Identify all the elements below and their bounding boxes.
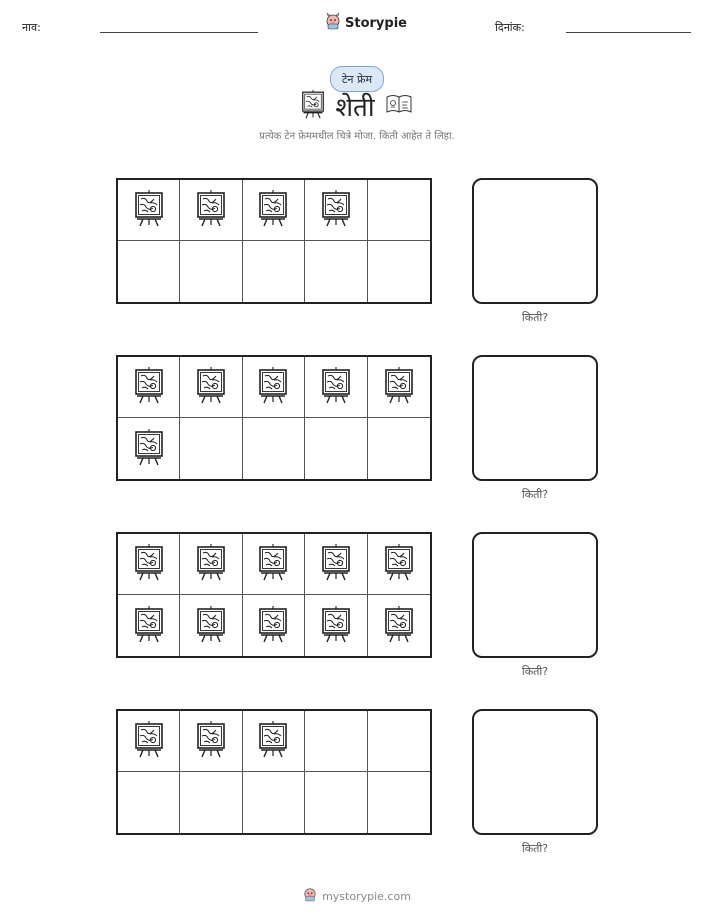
ten-frame-cell bbox=[368, 418, 430, 479]
ten-frame-cell bbox=[243, 772, 305, 833]
ten-frame-cell bbox=[118, 534, 180, 595]
answer-label-4: किती? bbox=[521, 842, 549, 855]
ten-frame-cell bbox=[243, 357, 305, 418]
ten-frame-cell bbox=[368, 534, 430, 595]
name-line[interactable] bbox=[100, 32, 258, 33]
painting-on-easel-icon bbox=[384, 605, 414, 647]
painting-on-easel-icon bbox=[134, 543, 164, 585]
ten-frame-cell bbox=[180, 772, 242, 833]
ten-frame-3 bbox=[116, 532, 432, 658]
date-line[interactable] bbox=[566, 32, 691, 33]
ten-frame-cell bbox=[118, 357, 180, 418]
ten-frame-cell bbox=[305, 772, 367, 833]
ten-frame-cell bbox=[118, 418, 180, 479]
ten-frame-cell bbox=[305, 595, 367, 656]
answer-box-4[interactable] bbox=[472, 709, 598, 835]
ten-frame-cell bbox=[180, 711, 242, 772]
ten-frame-cell bbox=[243, 180, 305, 241]
ten-frame-cell bbox=[180, 180, 242, 241]
title-row bbox=[0, 88, 714, 124]
ten-frame-cell bbox=[180, 534, 242, 595]
painting-on-easel-icon bbox=[258, 366, 288, 408]
ten-frame-cell bbox=[118, 241, 180, 302]
ten-frame-cell bbox=[305, 241, 367, 302]
ten-frame-cell bbox=[118, 711, 180, 772]
ten-frame-cell bbox=[368, 241, 430, 302]
footer-site: mystorypie.com bbox=[322, 889, 411, 903]
ten-frame-cell bbox=[305, 418, 367, 479]
ten-frame-cell bbox=[368, 772, 430, 833]
painting-on-easel-icon bbox=[134, 366, 164, 408]
painting-on-easel-icon bbox=[134, 720, 164, 762]
ten-frame-cell bbox=[305, 711, 367, 772]
ten-frame-cell bbox=[180, 357, 242, 418]
ten-frame-cell bbox=[368, 595, 430, 656]
painting-on-easel-icon bbox=[321, 605, 351, 647]
painting-on-easel-icon bbox=[258, 189, 288, 231]
brand bbox=[325, 12, 407, 34]
painting-on-easel-icon bbox=[321, 543, 351, 585]
painting-on-easel-icon bbox=[258, 605, 288, 647]
painting-on-easel-icon bbox=[258, 543, 288, 585]
ten-frame-cell bbox=[243, 595, 305, 656]
painting-on-easel-icon bbox=[301, 89, 325, 123]
ten-frame-cell bbox=[305, 180, 367, 241]
answer-box-2[interactable] bbox=[472, 355, 598, 481]
painting-on-easel-icon bbox=[134, 428, 164, 470]
ten-frame-cell bbox=[118, 180, 180, 241]
painting-on-easel-icon bbox=[196, 543, 226, 585]
painting-on-easel-icon bbox=[321, 366, 351, 408]
date-label: दिनांक: bbox=[495, 21, 525, 34]
ten-frame-cell bbox=[243, 711, 305, 772]
painting-on-easel-icon bbox=[321, 189, 351, 231]
ten-frame-cell bbox=[368, 180, 430, 241]
painting-on-easel-icon bbox=[196, 720, 226, 762]
ten-frame-cell bbox=[305, 534, 367, 595]
painting-on-easel-icon bbox=[196, 189, 226, 231]
painting-on-easel-icon bbox=[134, 605, 164, 647]
answer-box-3[interactable] bbox=[472, 532, 598, 658]
pig-mascot-icon bbox=[325, 12, 341, 34]
ten-frame-cell bbox=[243, 534, 305, 595]
answer-label-1: किती? bbox=[521, 311, 549, 324]
painting-on-easel-icon bbox=[384, 366, 414, 408]
answer-label-2: किती? bbox=[521, 488, 549, 501]
painting-on-easel-icon bbox=[196, 605, 226, 647]
ten-frame-cell bbox=[118, 595, 180, 656]
painting-on-easel-icon bbox=[258, 720, 288, 762]
ten-frame-cell bbox=[368, 711, 430, 772]
painting-on-easel-icon bbox=[196, 366, 226, 408]
topic-tag: टेन फ्रेम bbox=[330, 66, 384, 92]
ten-frame-cell bbox=[180, 595, 242, 656]
ten-frame-cell bbox=[368, 357, 430, 418]
name-label: नाव: bbox=[22, 21, 41, 34]
ten-frame-cell bbox=[243, 418, 305, 479]
answer-label-3: किती? bbox=[521, 665, 549, 678]
instructions: प्रत्येक टेन फ्रेममधील चित्रे मोजा. किती आहेत ते लिहा. bbox=[259, 131, 455, 142]
ten-frame-4 bbox=[116, 709, 432, 835]
painting-on-easel-icon bbox=[134, 189, 164, 231]
painting-on-easel-icon bbox=[384, 543, 414, 585]
ten-frame-cell bbox=[180, 241, 242, 302]
ten-frame-cell bbox=[180, 418, 242, 479]
ten-frame-1 bbox=[116, 178, 432, 304]
ten-frame-cell bbox=[243, 241, 305, 302]
pig-mascot-icon bbox=[303, 886, 317, 906]
worksheet-title: शेती bbox=[335, 93, 375, 123]
ten-frame-cell bbox=[118, 772, 180, 833]
footer bbox=[0, 886, 714, 906]
open-book-icon bbox=[385, 93, 413, 119]
ten-frame-2 bbox=[116, 355, 432, 481]
ten-frame-cell bbox=[305, 357, 367, 418]
brand-name: Storypie bbox=[345, 15, 407, 31]
answer-box-1[interactable] bbox=[472, 178, 598, 304]
